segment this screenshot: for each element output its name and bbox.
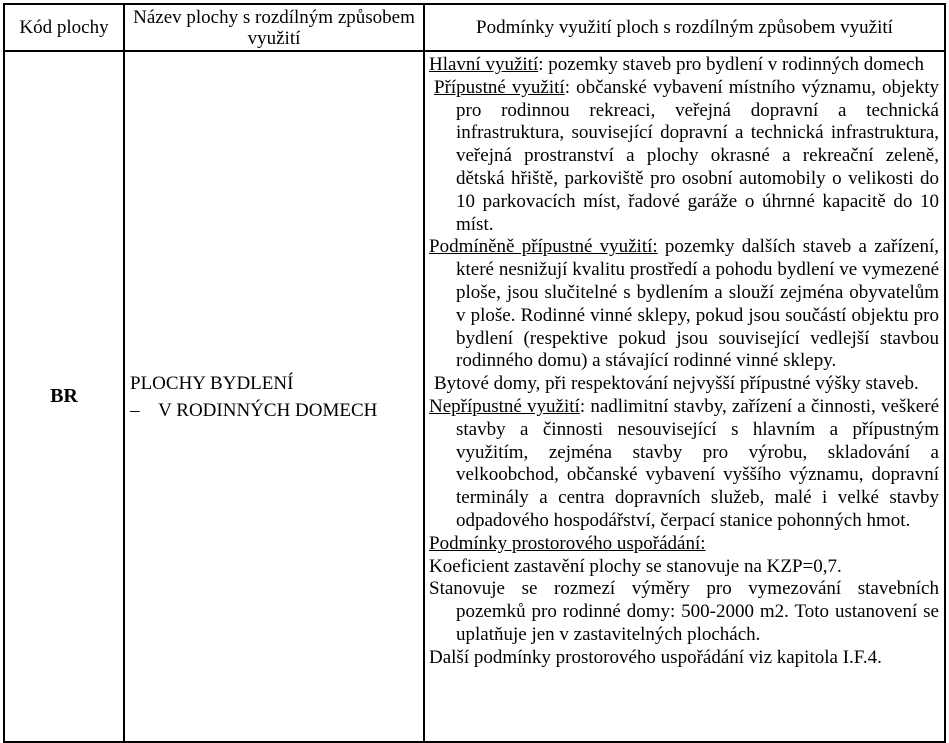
column-header-conditions: Podmínky využití ploch s rozdílným způsobem využití [424,4,945,51]
area-name-line-1: PLOCHY BYDLENÍ [130,372,294,394]
header-row [4,4,945,51]
condition-label: Nepřípustné využití [429,395,580,417]
condition-paragraph: Podmíněně přípustné využití: pozemky dalších staveb a zařízení, které nesnižují kvalitu prostředí a pohodu bydlení ve vymezené ploše, jsou slučitelné s bydlením a slouží zejména obyvatelům v ploše. Rodinné vinné sklepy, pokud jsou součástí objektu pro bydlení (respektive pokud jsou související vedlejší stavbou rodinného domu) a stávající rodinné vinné sklepy. [429,236,939,372]
condition-paragraph: Přípustné využití: občanské vybavení místního významu, objekty pro rodinnou rekreaci, veřejná dopravní a technická infrastruktura, související dopravní a technická infrastruktura, veřejná prostranství a plochy okrasné a rekreační zeleně, dětská hřiště, parkoviště pro osobní automobily o velikosti do 10 parkovacích míst, řadové garáže o úhrnné kapacitě do 10 míst. [434,76,939,235]
table-header [4,4,945,51]
condition-paragraph: Koeficient zastavění plochy se stanovuje na KZP=0,7. [429,555,842,577]
condition-paragraph: Nepřípustné využití: nadlimitní stavby, zařízení a činnosti, veškeré stavby a činnosti nesouvisející s hlavním a přípustným využitím, zejména stavby pro výrobu, skladování a velkoobchod, občanské vybavení vyššího významu, dopravní terminály a centra dopravních služeb, malé i velké stavby odpadového hospodářství, čerpací stanice pohonných hmot. [429,395,940,531]
condition-label: Přípustné využití [434,76,565,98]
condition-paragraph: Hlavní využití: pozemky staveb pro bydlení v rodinných domech [429,54,924,75]
area-name-line-2: – V RODINNÝCH DOMECH [130,399,378,421]
column-header-code: Kód plochy [4,4,124,51]
condition-paragraph: Bytové domy, při respektování nejvyšší přípustné výšky staveb. [434,373,919,395]
conditions-cell [424,51,945,742]
zoning-table [3,3,946,743]
condition-label: Podmíněně přípustné využití: [429,236,658,258]
condition-label: Podmínky prostorového uspořádání: [429,532,706,554]
area-name [124,51,424,742]
condition-paragraph: Další podmínky prostorového uspořádání viz kapitola I.F.4. [429,646,882,668]
area-code: BR [4,51,124,742]
table-row [4,51,945,742]
condition-label: Hlavní využití [429,54,539,75]
condition-paragraph [429,533,939,556]
condition-paragraph: Stanovuje se rozmezí výměry pro vymezování stavebních pozemků pro rodinné domy: 500-2000 m2. Toto ustanovení se uplatňuje jen v zastavitelných plochách. [429,578,939,645]
column-header-name: Název plochy s rozdílným způsobem využití [124,4,424,51]
